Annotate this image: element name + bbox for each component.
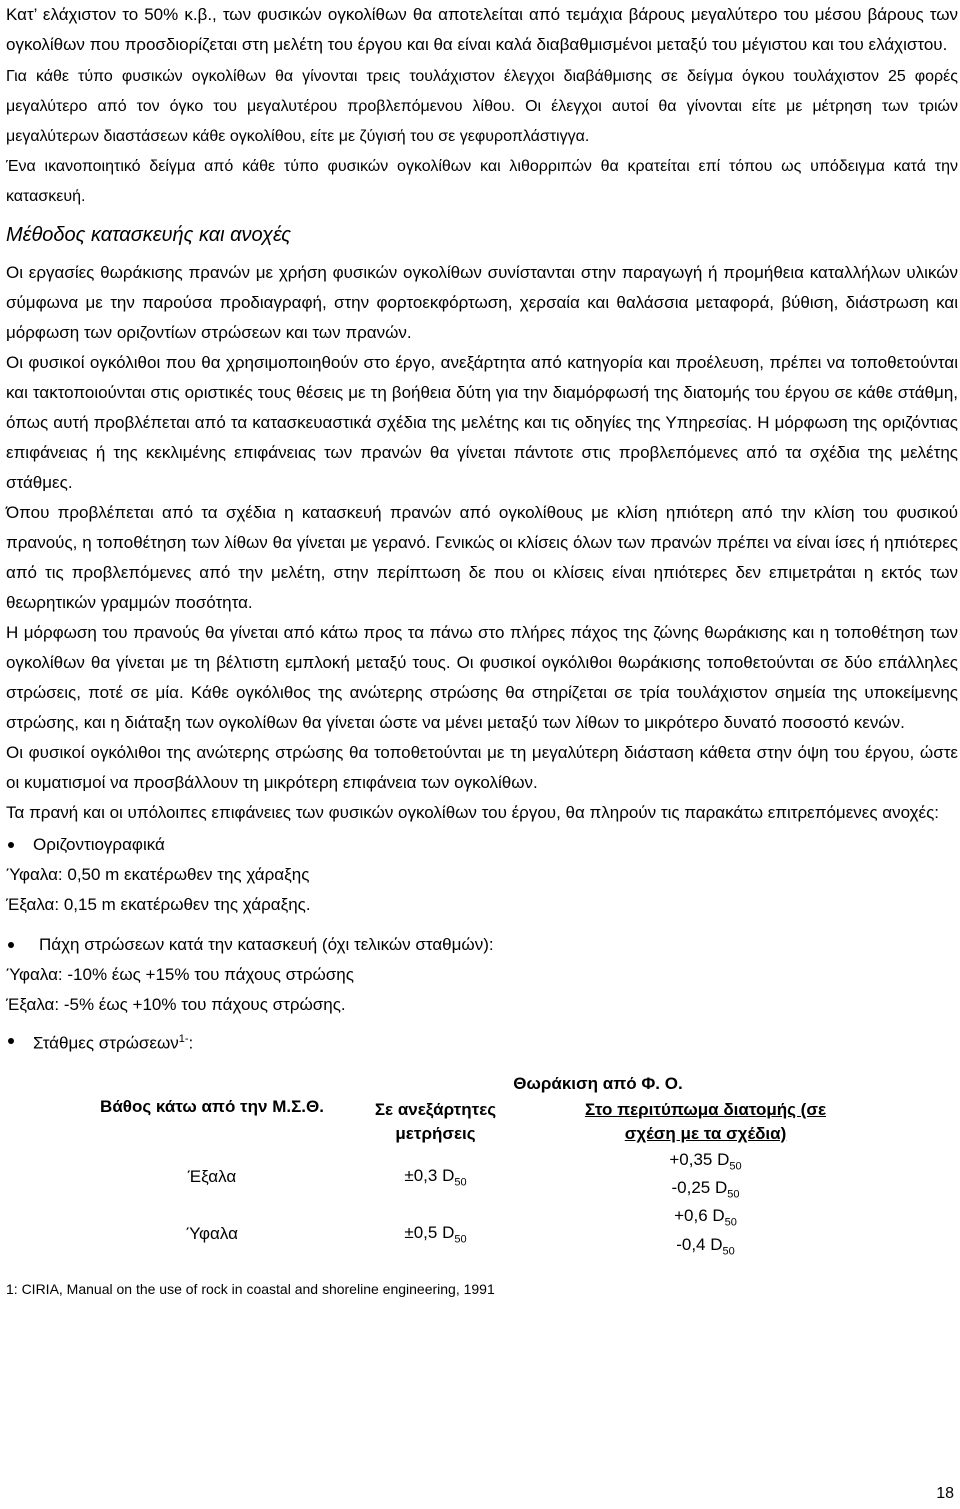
header-independent: Σε ανεξάρτητες μετρήσεις bbox=[374, 1099, 497, 1143]
paragraph-text: Η μόρφωση του πρανούς θα γίνεται από κάτω προς τα πάνω στο πλήρες πάχος της ζώνης θωράκισης και η τοποθέτηση των ογκολίθων θα γίνεται με τη βέλτιστη εμπλοκή μεταξύ τους. Οι φυσικοί ογκόλιθοι θωράκισης τοποθετούνται σε δύο επάλληλες στρώσεις, ποτέ σε μία. Κάθε ογκόλιθος της ανώτερης στρώσης θα στηρίζεται σε τρία τουλάχιστον σημεία της υποκείμενης στρώσης, και η διάταξη των ογκολίθων θα γίνεται ώστε να μένει μεταξύ των λίθων το μικρότερο δυνατό ποσοστό κενών. bbox=[6, 623, 958, 732]
table-row bbox=[96, 1149, 868, 1206]
paragraph-text: Τα πρανή και οι υπόλοιπες επιφάνειες των φυσικών ογκολίθων του έργου, θα πληρούν τις παρακάτω επιτρεπόμενες ανοχές: bbox=[6, 803, 940, 822]
paragraph-gradation bbox=[6, 0, 958, 60]
paragraph-slopes bbox=[6, 498, 958, 618]
header-profile: Στο περιτύπωμα διατομής (σε σχέση με τα σχέδια) bbox=[584, 1099, 827, 1143]
paragraph-upper-layer bbox=[6, 738, 958, 798]
footnote-ref: 1- bbox=[178, 1033, 189, 1045]
footnote: 1: CIRIA, Manual on the use of rock in coastal and shoreline engineering, 1991 bbox=[6, 1280, 495, 1297]
bullet-item-thickness bbox=[6, 930, 958, 960]
paragraph-text: Όπου προβλέπεται από τα σχέδια η κατασκευή πρανών από ογκολίθους με κλίση ηπιότερη από την κλίση του φυσικού πρανούς, η τοποθέτηση των λίθων θα γίνεται με γερανό. Γενικώς οι κλίσεις όλων των πρανών πρέπει να είναι ίσες ή ηπιότερες από τις προβλεπόμενες από την μελέτη, στην περίπτωση δε που οι κλίσεις είναι ηπιότερες δεν επιμετράται η εκτός των θεωρητικών γραμμών ποσότητα. bbox=[6, 503, 958, 612]
paragraph-text: Οι εργασίες θωράκισης πρανών με χρήση φυσικών ογκολίθων συνίστανται στην παραγωγή ή προμήθεια καταλλήλων υλικών σύμφωνα με την παρούσα προδιαγραφή, στην φορτοεκφόρτωση, χερσαία και θαλάσσια μεταφορά, βύθιση, διάστρωση και μόρφωση των οριζοντίων στρώσεων και των πρανών. bbox=[6, 263, 958, 342]
bullet-icon bbox=[8, 1038, 14, 1044]
bullet-icon bbox=[8, 842, 14, 848]
bullet-label: Πάχη στρώσεων κατά την κατασκευή (όχι τελικών σταθμών): bbox=[39, 935, 494, 954]
profile-values: +0,35 $D_{50}$ -0,25 $D_{50}$ bbox=[669, 1149, 742, 1201]
paragraph-formation bbox=[6, 618, 958, 738]
page-number: 18 bbox=[936, 1485, 954, 1502]
bullet-icon bbox=[8, 942, 14, 948]
paragraph-text: Οι φυσικοί ογκόλιθοι που θα χρησιμοποιηθούν στο έργο, ανεξάρτητα από κατηγορία και προέλευση, πρέπει να τοποθετούνται και τακτοποιούνται στις οριστικές τους θέσεις με τη βοήθεια δύτη για την διαμόρφωσή της διατομής του έργου σε κάθε στάθμη, όπως αυτή προβλέπεται από τα κατασκευαστικά σχέδια της μελέτης και τις οδηγίες της Υπηρεσίας. Η μόρφωση της οριζόντιας επιφάνειας ή της κεκλιμένης επιφάνειας των πρανών θα γίνεται πάντοτε στις προβλεπόμενες από τα σχέδια της μελέτης στάθμες. bbox=[6, 353, 958, 492]
tolerance-line: Έξαλα: 0,15 m εκατέρωθεν της χάραξης. bbox=[6, 895, 311, 914]
bullet-label: Οριζοντιογραφικά bbox=[33, 835, 165, 854]
paragraph-text: Για κάθε τύπο φυσικών ογκολίθων θα γίνονται τρεις τουλάχιστον έλεγχοι διαβάθμισης σε δείγμα όγκου τουλάχιστον 25 φορές μεγαλύτερο από τον όγκο του μεγαλυτέρου προβλεπόμενου λίθου. Οι έλεγχοι αυτοί θα γίνονται είτε με μέτρηση των τριών μεγαλύτερων διαστάσεων κάθε ογκολίθου, είτε με ζύγισή του σε γεφυροπλάστιγγα. bbox=[6, 68, 958, 145]
table-row bbox=[96, 1205, 868, 1262]
paragraph-tolerances-intro bbox=[6, 798, 958, 828]
header-depth: Βάθος κάτω από την Μ.Σ.Θ. bbox=[100, 1096, 324, 1116]
row-label: Έξαλα bbox=[187, 1167, 237, 1187]
tolerance-line: Έξαλα: -5% έως +10% του πάχους στρώσης. bbox=[6, 995, 346, 1014]
independent-value: ±0,3 $D_{50}$ bbox=[404, 1165, 467, 1189]
row-label: Ύφαλα bbox=[186, 1223, 238, 1243]
paragraph-placement bbox=[6, 348, 958, 498]
profile-values: +0,6 $D_{50}$ -0,4 $D_{50}$ bbox=[674, 1206, 737, 1258]
tolerance-line: Ύφαλα: -10% έως +15% του πάχους στρώσης bbox=[6, 965, 354, 984]
tolerance-line: Ύφαλα: 0,50 m εκατέρωθεν της χάραξης bbox=[6, 865, 310, 884]
paragraph-works bbox=[6, 258, 958, 348]
independent-value: ±0,5 $D_{50}$ bbox=[404, 1222, 467, 1246]
bullet-label: Στάθμες στρώσεων$^{1-}$: bbox=[33, 1033, 194, 1053]
paragraph-checks bbox=[6, 62, 958, 152]
header-armour-group: Θωράκιση από Φ. Ο. bbox=[513, 1073, 683, 1093]
bullet-item-planimetric bbox=[6, 830, 958, 860]
paragraph-text: Οι φυσικοί ογκόλιθοι της ανώτερης στρώσης θα τοποθετούνται με τη μεγαλύτερη διάσταση κάθετα στην όψη του έργου, ώστε οι κυματισμοί να προσβάλλουν τη μικρότερη επιφάνεια των ογκολίθων. bbox=[6, 743, 958, 792]
document-page bbox=[6, 0, 958, 1311]
tolerance-table bbox=[96, 1065, 868, 1269]
paragraph-text: Κατ’ ελάχιστον το 50% κ.β., των φυσικών ογκολίθων θα αποτελείται από τεμάχια βάρους μεγαλύτερο του μέσου βάρους των ογκολίθων που προσδιορίζεται στη μελέτη του έργου και θα είναι καλά διαβαθμισμένοι μεταξύ του μέγιστου και του ελάχιστου. bbox=[6, 5, 958, 54]
paragraph-sample bbox=[6, 152, 958, 212]
paragraph-text: Ένα ικανοποιητικό δείγμα από κάθε τύπο φυσικών ογκολίθων και λιθορριπών θα κρατείται επί τόπου ως υπόδειγμα κατά την κατασκευή. bbox=[6, 158, 958, 205]
section-heading: Μέθοδος κατασκευής και ανοχές bbox=[6, 224, 291, 246]
bullet-item-levels bbox=[6, 1024, 958, 1059]
